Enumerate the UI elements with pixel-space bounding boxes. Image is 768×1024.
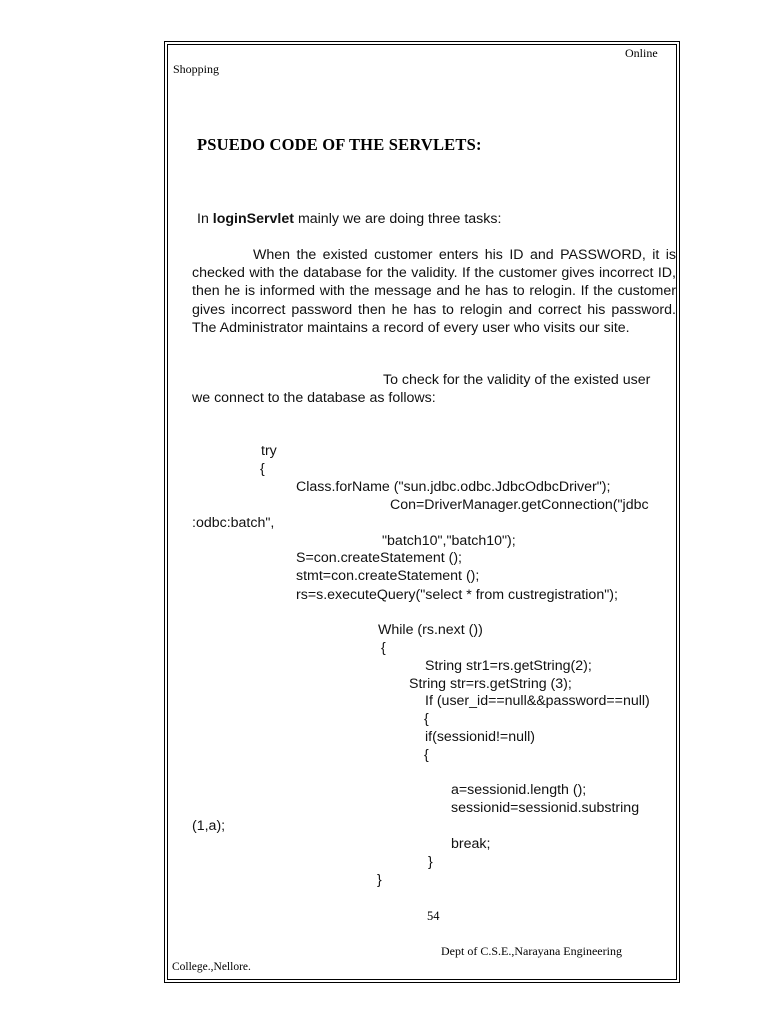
intro-suffix: mainly we are doing three tasks:	[294, 211, 502, 227]
code-line: }	[377, 872, 382, 888]
code-line: Class.forName ("sun.jdbc.odbc.JdbcOdbcDriver");	[296, 479, 611, 495]
paragraph-2-line-1: To check for the validity of the existed user	[383, 372, 651, 388]
code-line: String str=rs.getString (3);	[409, 676, 572, 692]
code-line: If (user_id==null&&password==null)	[425, 693, 650, 709]
intro-prefix: In	[197, 211, 213, 227]
page-number: 54	[427, 909, 440, 923]
footer-line-1: Dept of C.S.E.,Narayana Engineering	[441, 944, 622, 958]
paragraph-2-line-2: we connect to the database as follows:	[192, 390, 436, 406]
paragraph-1	[192, 246, 676, 337]
code-line: }	[428, 854, 433, 870]
code-line: {	[260, 461, 265, 477]
code-line: break;	[451, 836, 491, 852]
code-line: {	[424, 747, 429, 763]
code-line: a=sessionid.length ();	[451, 782, 587, 798]
section-heading: PSUEDO CODE OF THE SERVLETS:	[197, 135, 482, 154]
code-line: S=con.createStatement ();	[296, 550, 462, 566]
paragraph-1-text: When the existed customer enters his ID and PASSWORD, it is checked with the database for the validity. If the customer gives incorrect ID, then he is informed with the message and he has to relogin. If the customer gives incorrect password then he has to relogin and correct his password. The Administrator maintains a record of every user who visits our site.	[192, 247, 676, 336]
intro-bold: loginServlet	[212, 211, 294, 227]
header-line-1: Online	[625, 46, 658, 60]
intro-line	[197, 211, 501, 227]
code-line: String str1=rs.getString(2);	[425, 658, 592, 674]
code-line: stmt=con.createStatement ();	[296, 568, 480, 584]
code-line: While (rs.next ())	[378, 622, 483, 638]
code-line: :odbc:batch",	[192, 515, 275, 531]
code-line: {	[424, 711, 429, 727]
code-line: if(sessionid!=null)	[425, 729, 536, 745]
code-line: Con=DriverManager.getConnection("jdbc	[390, 497, 649, 513]
code-line: rs=s.executeQuery("select * from custregistration");	[296, 587, 618, 603]
code-line: (1,a);	[192, 818, 226, 834]
footer-line-2: College.,Nellore.	[172, 961, 251, 973]
code-line: try	[261, 443, 277, 459]
code-line: {	[381, 640, 386, 656]
header-line-2: Shopping	[173, 62, 220, 76]
code-line: "batch10","batch10");	[382, 533, 516, 549]
code-line: sessionid=sessionid.substring	[451, 800, 640, 816]
